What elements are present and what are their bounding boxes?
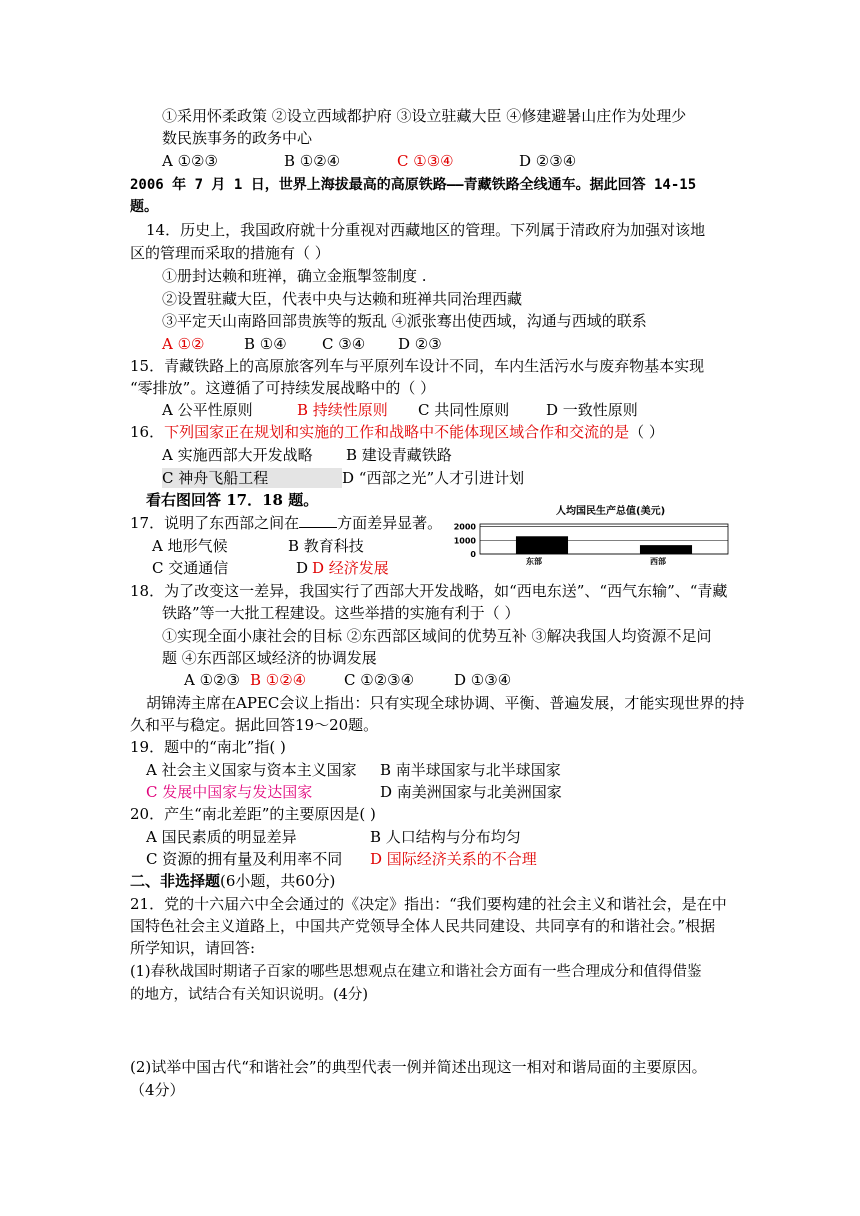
q13-option-d: D ②③④ xyxy=(519,152,577,170)
q13-statement-line1: ①采用怀柔政策 ②设立西域都护府 ③设立驻藏大臣 ④修建避暑山庄作为处理少 xyxy=(162,107,687,125)
q14-stem-line1: 14．历史上，我国政府就十分重视对西藏地区的管理。下列属于清政府为加强对该地 xyxy=(146,221,706,239)
chart-x-tick-labels xyxy=(526,556,666,566)
q14-statement-1: ①册封达赖和班禅，确立金瓶掣签制度 . xyxy=(162,267,427,285)
q19-option-d: D 南美洲国家与北美洲国家 xyxy=(380,783,562,801)
chart-y-tick-labels xyxy=(454,523,477,559)
q17-option-c: C 交通通信 xyxy=(152,559,229,577)
q20-option-d-answer: D 国际经济关系的不合理 xyxy=(370,850,537,868)
intro-17-18: 看右图回答 17．18 题。 xyxy=(146,491,319,509)
q13-statement-line2: 数民族事务的政务中心 xyxy=(162,129,313,147)
q19-option-b: B 南半球国家与北半球国家 xyxy=(380,761,561,779)
q16-option-a: A 实施西部大开发战略 xyxy=(162,446,313,464)
chart-x-label-1: 东部 xyxy=(526,557,542,566)
section2-note: (6小题，共60分) xyxy=(220,872,336,890)
chart-y-tick-label: 2000 xyxy=(453,522,476,532)
q17-option-d-label: D xyxy=(296,559,318,577)
q13-option-c-answer: C ①③④ xyxy=(397,152,454,170)
q17-option-d-answer: D 经济发展 xyxy=(312,559,389,577)
q17-option-b: B 教育科技 xyxy=(288,537,364,555)
q21-stem-line2: 国特色社会主义道路上，中国共产党领导全体人民共同建设、共同享有的和谐社会。”根据 xyxy=(130,917,716,935)
intro-19-20-line2: 久和平与稳定。据此回答19～20题。 xyxy=(130,716,379,734)
q14-statement-3: ③平定天山南路回部贵族等的叛乱 ④派张骞出使西域，沟通与西域的联系 xyxy=(162,312,647,330)
q21-stem-line1: 21．党的十六届六中全会通过的《决定》指出：“我们要构建的社会主义和谐社会，是在中 xyxy=(130,895,727,913)
q16-paren: （ ） xyxy=(629,423,664,441)
intro-14-15-line1: 2006 年 7 月 1 日，世界上海拔最高的高原铁路——青藏铁路全线通车。据此回答 14-15 xyxy=(130,177,697,193)
chart-x-label-2: 西部 xyxy=(650,557,666,566)
q16-option-b: B 建设青藏铁路 xyxy=(346,446,452,464)
gdp-per-capita-bar-chart xyxy=(432,502,732,566)
intro-19-20-line1: 胡锦涛主席在APEC会议上指出：只有实现全球协调、平衡、普遍发展，才能实现世界的持 xyxy=(146,694,745,712)
q18-statement-line2: 题 ④东西部区域经济的协调发展 xyxy=(162,649,377,667)
chart-title: 人均国民生产总值(美元) xyxy=(556,506,666,517)
q16-number: 16． xyxy=(130,423,165,441)
q15-option-a: A 公平性原则 xyxy=(162,401,253,419)
section2-heading xyxy=(130,871,335,891)
chart-bar-2 xyxy=(640,545,692,554)
q19-option-a: A 社会主义国家与资本主义国家 xyxy=(146,761,357,779)
q13-option-b: B ①②④ xyxy=(284,152,341,170)
q19-option-c-answer: C 发展中国家与发达国家 xyxy=(146,783,313,801)
q18-option-a: A ①②③ xyxy=(184,671,240,689)
q14-option-c: C ③④ xyxy=(322,335,366,353)
q15-option-d: D 一致性原则 xyxy=(546,401,638,419)
q14-option-d: D ②③ xyxy=(398,335,442,353)
q21-part1-line2: 的地方，试结合有关知识说明。(4分) xyxy=(130,987,369,1003)
q16-stem xyxy=(130,422,664,442)
q18-stem-line1: 18．为了改变这一差异，我国实行了西部大开发战略，如“西电东送”、“西气东输”、“青藏 xyxy=(130,582,728,600)
q14-option-a-answer: A ①② xyxy=(162,335,205,353)
q21-part2-line1: (2)试举中国古代“和谐社会”的典型代表一例并简述出现这一相对和谐局面的主要原因。 xyxy=(130,1058,707,1076)
chart-bar-1 xyxy=(516,536,568,554)
chart-bars xyxy=(516,536,692,554)
q15-option-b-answer: B 持续性原则 xyxy=(297,401,388,419)
q18-option-d: D ①③④ xyxy=(454,671,512,689)
q14-stem-line2: 区的管理而采取的措施有（ ） xyxy=(130,244,330,262)
q21-stem-line3: 所学知识，请回答: xyxy=(130,939,256,957)
q17-option-a: A 地形气候 xyxy=(152,537,228,555)
section2-title: 二、非选择题 xyxy=(130,872,221,890)
q16-option-d: D “西部之光”人才引进计划 xyxy=(342,469,525,487)
q19-stem: 19．题中的“南北”指( ) xyxy=(130,738,286,756)
q21-part2-line2: （4分） xyxy=(130,1081,185,1099)
q18-statement-line1: ①实现全面小康社会的目标 ②东西部区域间的优势互补 ③解决我国人均资源不足问 xyxy=(162,627,712,645)
q14-statement-2: ②设置驻藏大臣，代表中央与达赖和班禅共同治理西藏 xyxy=(162,290,523,308)
q17-stem xyxy=(130,513,442,533)
q16-option-c-highlighted: C 神舟飞船工程 xyxy=(162,468,342,488)
q20-option-c: C 资源的拥有量及利用率不同 xyxy=(146,850,343,868)
q21-part1-line1: (1)春秋战国时期诸子百家的哪些思想观点在建立和谐社会方面有一些合理成分和值得借鉴 xyxy=(130,964,702,980)
chart-y-tick-label: 1000 xyxy=(453,536,476,546)
q20-option-a: A 国民素质的明显差异 xyxy=(146,828,297,846)
q18-option-b-answer: B ①②④ xyxy=(250,671,307,689)
q14-option-b: B ①④ xyxy=(244,335,287,353)
q17-stem-b: 方面差异显著。 xyxy=(337,514,443,532)
q15-stem-line2: “零排放”。这遵循了可持续发展战略中的（ ） xyxy=(130,379,436,397)
q15-stem-line1: 15．青藏铁路上的高原旅客列车与平原列车设计不同，车内生活污水与废弃物基本实现 xyxy=(130,357,705,375)
q17-stem-a: 17．说明了东西部之间在 xyxy=(130,514,300,532)
q13-option-a: A ①②③ xyxy=(162,152,218,170)
q18-option-c: C ①②③④ xyxy=(344,671,415,689)
chart-y-tick-label: 0 xyxy=(470,550,476,559)
q15-option-c: C 共同性原则 xyxy=(418,401,510,419)
intro-14-15-line2: 题。 xyxy=(130,199,158,215)
q17-blank xyxy=(299,513,337,528)
q16-stem-text: 下列国家正在规划和实施的工作和战略中不能体现区域合作和交流的是 xyxy=(164,423,630,441)
q20-option-b: B 人口结构与分布均匀 xyxy=(370,828,521,846)
q18-stem-line2: 铁路”等一大批工程建设。这些举措的实施有利于（ ） xyxy=(162,604,520,622)
q20-stem: 20．产生“南北差距”的主要原因是( ) xyxy=(130,805,376,823)
